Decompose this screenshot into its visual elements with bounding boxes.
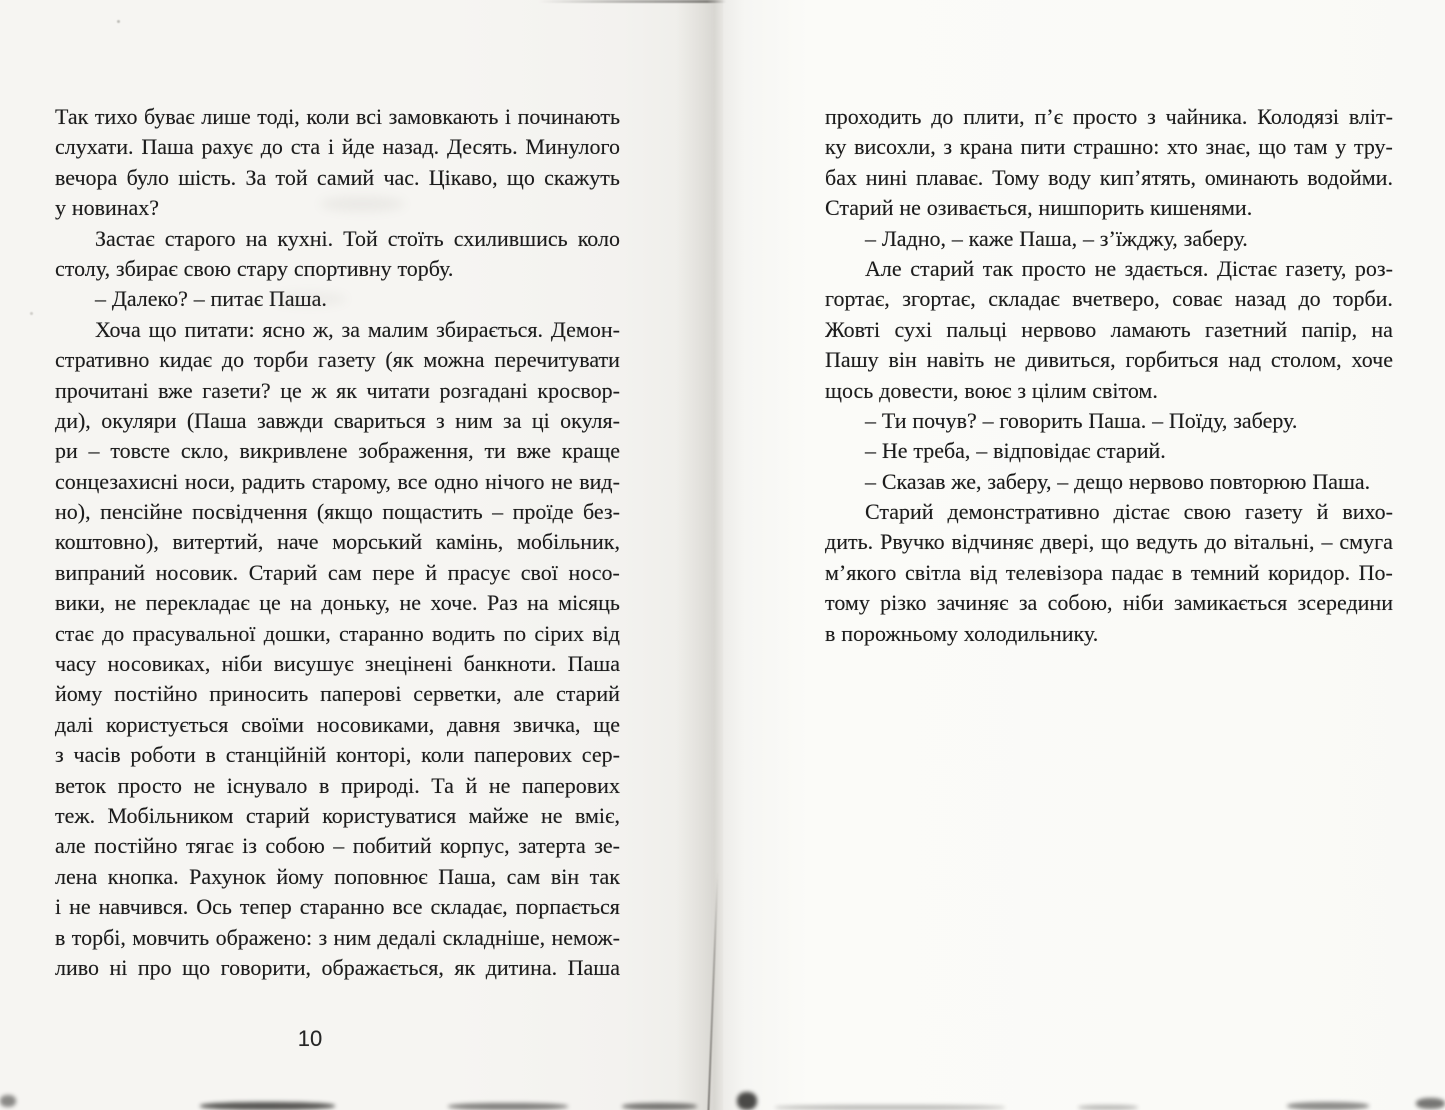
page-left-text (55, 104, 620, 985)
text-line: Пашу він навіть не дивиться, горбиться над столом, хоче (825, 347, 1393, 373)
text-line: ку висохли, з крана пити страшно: хто знає, що там у тру- (825, 134, 1393, 160)
text-line: проходить до плити, п’є просто з чайника. Колодязі вліт- (825, 104, 1393, 129)
scan-bottom-streak (775, 1105, 1005, 1110)
text-line: часу носовиках, ніби висушує знецінені банкноти. Паша (55, 651, 620, 677)
scan-bottom-streak (622, 1103, 697, 1110)
scan-bottom-streak (737, 1092, 757, 1110)
text-line: но), пенсійне посвідчення (якщо пощастить – проїде без- (55, 499, 620, 525)
text-line: ливо ні про що говорити, ображається, як дитина. Паша (55, 954, 620, 980)
text-line: Застає старого на кухні. Той стоїть схилившись коло (95, 225, 620, 251)
text-line: Старий не озивається, нишпорить кишенями. (825, 195, 1253, 221)
text-line: і не навчився. Ось тепер старанно все складає, порпається (55, 894, 620, 920)
text-line: Так тихо буває лише тоді, коли всі замовкають і починають (55, 104, 620, 129)
scan-speck (117, 20, 120, 23)
text-line: стративно кидає до торби газету (як можна перечитувати (55, 347, 620, 373)
page-right-text (825, 104, 1393, 651)
text-line: столу, збирає свою стару спортивну торбу. (55, 255, 454, 281)
text-line: коштовно), витертий, наче морський камінь, мобільник, (55, 529, 620, 555)
text-line: ри – товсте скло, викривлене зображення, ти вже краще (55, 438, 620, 464)
text-line: гортає, згортає, складає вчетверо, соває назад до торби. (825, 286, 1393, 312)
scan-bottom-streak (1078, 1105, 1138, 1110)
text-line: тому різко зачиняє за собою, ніби замикається зсередини (825, 590, 1393, 616)
text-line: але постійно тягає із собою – побитий корпус, затерта зе- (55, 833, 620, 859)
text-line: випраний носовик. Старий сам пере й прасує свої носо- (55, 559, 620, 585)
text-line: Старий демонстративно дістає свою газету й вихо- (865, 499, 1393, 525)
scan-bottom-streak (200, 1102, 335, 1110)
text-line: – Далеко? – питає Паша. (95, 286, 327, 312)
scan-smudge (320, 196, 405, 212)
text-line: вики, не перекладає це на доньку, не хоче. Раз на місяць (55, 590, 620, 616)
scan-top-edge-artifact (538, 0, 726, 3)
text-line: сонцезахисні носи, радить старому, все одно нічого не вид- (55, 468, 620, 494)
text-line: – Ти почув? – говорить Паша. – Поїду, заберу. (865, 407, 1298, 433)
text-line: – Не треба, – відповідає старий. (865, 438, 1166, 464)
text-line: ди), окуляри (Паша завжди свариться з ним за ці окуля- (55, 407, 620, 433)
text-line: Жовті сухі пальці нервово ламають газетний папір, на (825, 316, 1393, 342)
text-line: м’якого світла від телевізора падає в темний коридор. По- (825, 559, 1393, 585)
text-line: лена кнопка. Рахунок йому поповнює Паша, сам він так (55, 863, 620, 889)
text-line: Хоча що питати: ясно ж, за малим збирається. Демон- (95, 316, 620, 342)
scan-smudge (272, 292, 347, 306)
gutter-shadow (676, 0, 724, 1110)
text-line: – Ладно, – каже Паша, – з’їжджу, заберу. (865, 225, 1248, 251)
scan-bottom-streak (448, 1103, 568, 1110)
scan-bottom-streak (1416, 1098, 1445, 1109)
scan-speck (1009, 116, 1012, 119)
text-line: в порожньому холодильнику. (825, 620, 1099, 646)
text-line: йому постійно приносить паперові серветки, але старий (55, 681, 620, 707)
text-line: дить. Рвучко відчиняє двері, що ведуть до вітальні, – смуга (825, 529, 1393, 555)
text-line: теж. Мобільником старий користуватися майже не вміє, (55, 802, 620, 828)
text-line: Але старий так просто не здається. Дістає газету, роз- (865, 255, 1393, 281)
text-line: з часів роботи в станційній конторі, коли паперових сер- (55, 742, 620, 768)
scan-bottom-streak (1287, 1102, 1369, 1110)
text-line: – Сказав же, заберу, – дещо нервово повторюю Паша. (865, 468, 1371, 494)
text-line: слухати. Паша рахує до ста і йде назад. Десять. Минулого (55, 134, 620, 160)
text-line: стає до прасувальної дошки, старанно водить по сірих від (55, 620, 620, 646)
text-line: прочитані вже газети? це ж як читати розгадані кросвор- (55, 377, 620, 403)
page-number: 10 (297, 1026, 323, 1051)
page-right (723, 0, 1445, 1110)
text-line: щось довести, воює з цілим світом. (825, 377, 1158, 403)
text-line: у новинах? (55, 195, 160, 221)
scan-speck (30, 312, 33, 315)
scan-bottom-streak (0, 1095, 16, 1107)
text-line: бах нині плаває. Тому воду кип’ятять, оминають водойми. (825, 164, 1393, 190)
text-line: далі користується своїми носовиками, давня звичка, ще (55, 711, 620, 737)
text-line: вечора було шість. За той самий час. Цікаво, що скажуть (55, 164, 620, 190)
text-line: веток просто не існувало в природі. Та й не паперових (55, 772, 620, 798)
text-line: в торбі, мовчить ображено: з ним дедалі складніше, немож- (55, 924, 620, 950)
